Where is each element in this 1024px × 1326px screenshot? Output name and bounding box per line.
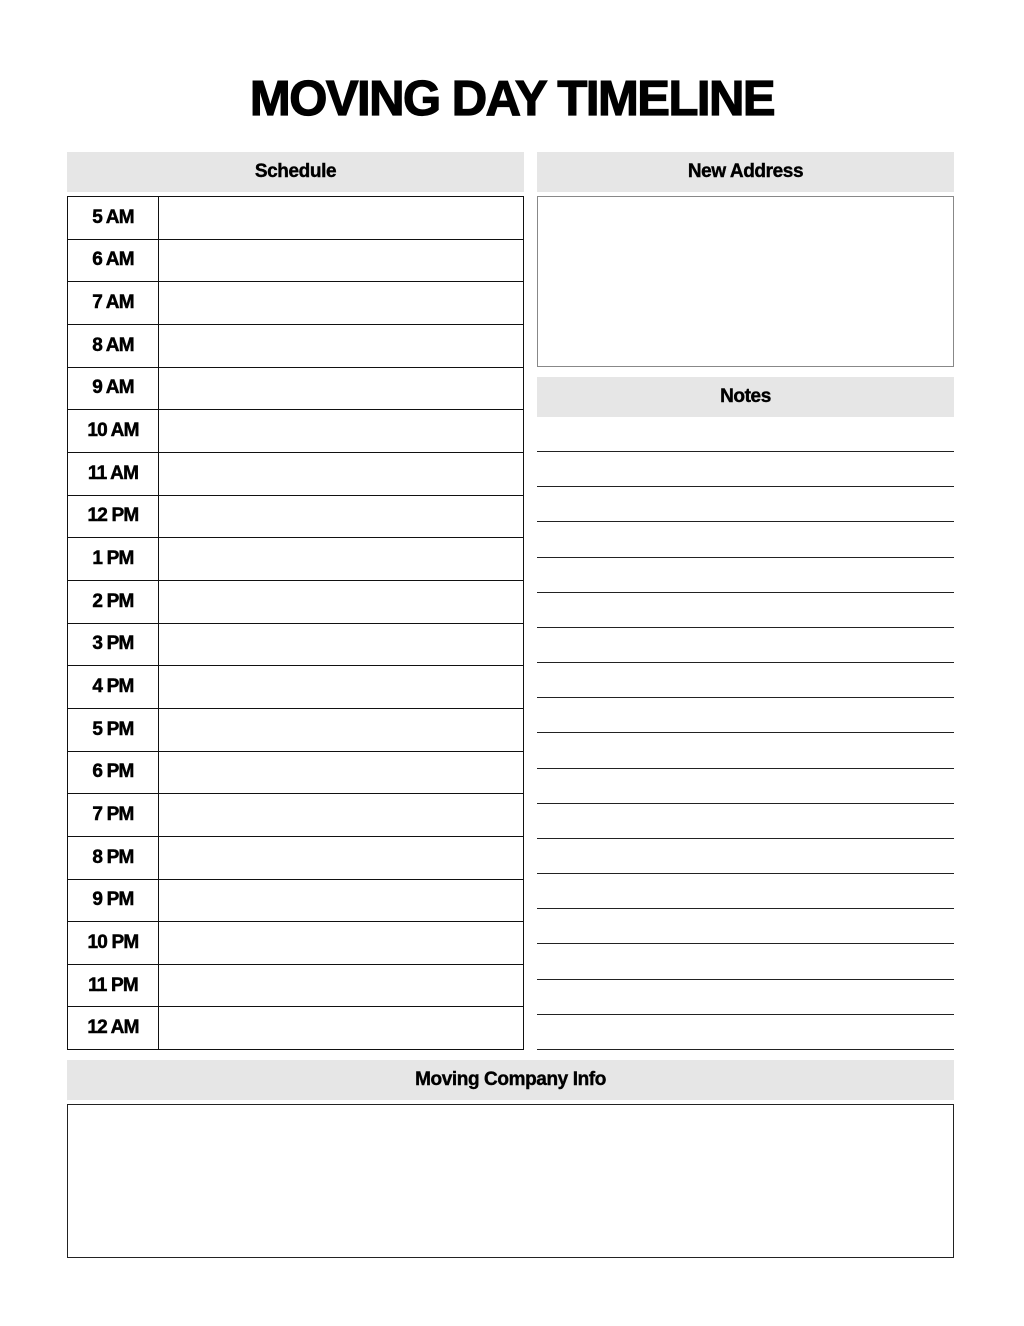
note-line [537, 873, 954, 874]
time-label: 7 PM [68, 794, 159, 836]
note-line [537, 838, 954, 839]
note-line [537, 732, 954, 733]
moving-company-header: Moving Company Info [67, 1060, 954, 1100]
moving-company-field[interactable] [67, 1104, 954, 1258]
time-label: 7 AM [68, 282, 159, 324]
note-line [537, 908, 954, 909]
time-label: 6 AM [68, 240, 159, 282]
schedule-slot[interactable] [159, 1007, 523, 1049]
notes-header: Notes [537, 377, 954, 417]
schedule-row [68, 666, 523, 709]
time-label: 9 AM [68, 368, 159, 410]
schedule-row [68, 880, 523, 923]
schedule-slot[interactable] [159, 325, 523, 367]
note-line [537, 486, 954, 487]
note-line [537, 451, 954, 452]
schedule-row [68, 496, 523, 539]
schedule-slot[interactable] [159, 794, 523, 836]
note-line [537, 768, 954, 769]
new-address-field[interactable] [537, 196, 954, 367]
page-title: MOVING DAY TIMELINE [249, 72, 775, 126]
schedule-row [68, 752, 523, 795]
time-label: 12 AM [68, 1007, 159, 1049]
schedule-slot[interactable] [159, 410, 523, 452]
note-line [537, 557, 954, 558]
schedule-slot[interactable] [159, 282, 523, 324]
schedule-row [68, 624, 523, 667]
time-label: 4 PM [68, 666, 159, 708]
time-label: 11 PM [68, 965, 159, 1007]
time-label: 10 AM [68, 410, 159, 452]
schedule-slot[interactable] [159, 880, 523, 922]
schedule-slot[interactable] [159, 922, 523, 964]
schedule-row [68, 581, 523, 624]
schedule-row [68, 282, 523, 325]
schedule-slot[interactable] [159, 666, 523, 708]
schedule-slot[interactable] [159, 752, 523, 794]
note-line [537, 697, 954, 698]
note-line [537, 979, 954, 980]
time-label: 2 PM [68, 581, 159, 623]
note-line [537, 803, 954, 804]
schedule-row [68, 197, 523, 240]
schedule-row [68, 709, 523, 752]
time-label: 5 PM [68, 709, 159, 751]
note-line [537, 1049, 954, 1050]
schedule-slot[interactable] [159, 453, 523, 495]
schedule-slot[interactable] [159, 496, 523, 538]
note-line [537, 592, 954, 593]
time-label: 9 PM [68, 880, 159, 922]
schedule-slot[interactable] [159, 709, 523, 751]
time-label: 6 PM [68, 752, 159, 794]
schedule-row [68, 538, 523, 581]
schedule-slot[interactable] [159, 368, 523, 410]
time-label: 11 AM [68, 453, 159, 495]
new-address-header: New Address [537, 152, 954, 192]
time-label: 10 PM [68, 922, 159, 964]
schedule-slot[interactable] [159, 624, 523, 666]
schedule-row [68, 837, 523, 880]
schedule-row [68, 794, 523, 837]
schedule-slot[interactable] [159, 240, 523, 282]
time-label: 3 PM [68, 624, 159, 666]
schedule-row [68, 1007, 523, 1049]
time-label: 8 PM [68, 837, 159, 879]
schedule-table [67, 196, 524, 1050]
schedule-slot[interactable] [159, 197, 523, 239]
schedule-slot[interactable] [159, 965, 523, 1007]
notes-area[interactable] [537, 417, 954, 1051]
time-label: 12 PM [68, 496, 159, 538]
time-label: 1 PM [68, 538, 159, 580]
schedule-row [68, 410, 523, 453]
note-line [537, 662, 954, 663]
time-label: 8 AM [68, 325, 159, 367]
schedule-slot[interactable] [159, 538, 523, 580]
schedule-row [68, 965, 523, 1008]
schedule-row [68, 240, 523, 283]
note-line [537, 943, 954, 944]
schedule-row [68, 368, 523, 411]
note-line [537, 627, 954, 628]
schedule-slot[interactable] [159, 581, 523, 623]
time-label: 5 AM [68, 197, 159, 239]
schedule-row [68, 453, 523, 496]
note-line [537, 1014, 954, 1015]
schedule-slot[interactable] [159, 837, 523, 879]
schedule-header: Schedule [67, 152, 524, 192]
schedule-row [68, 325, 523, 368]
schedule-row [68, 922, 523, 965]
note-line [537, 521, 954, 522]
